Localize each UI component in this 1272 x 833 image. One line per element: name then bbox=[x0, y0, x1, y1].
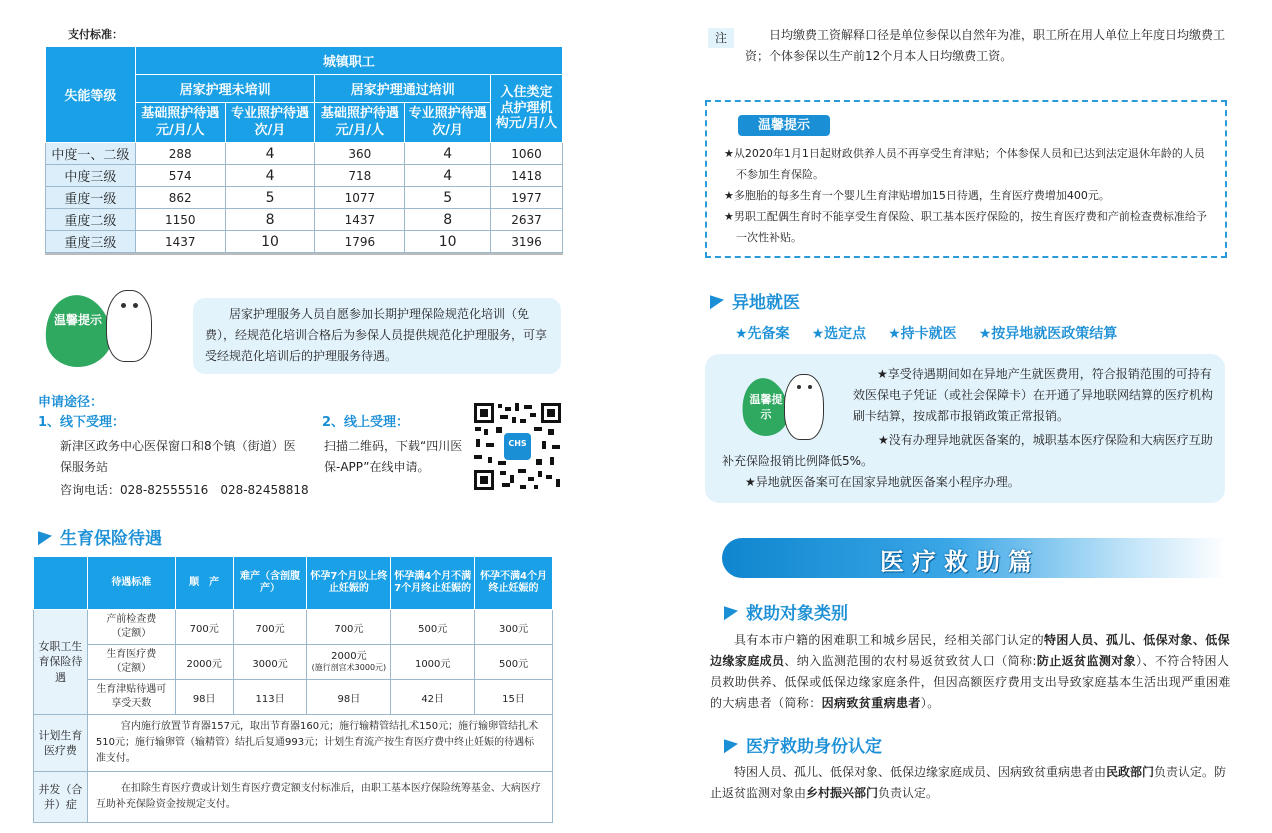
table-bottom-rule bbox=[45, 253, 563, 255]
remote-step: ★先备案 bbox=[735, 326, 790, 342]
pay-standard-label: 支付标准： bbox=[68, 28, 123, 41]
table-row: 生育津贴待遇可享受天数 98日 113日 98日 42日 15日 bbox=[34, 680, 553, 715]
list-item: ★男职工配偶生育时不能享受生育保险、职工基本医疗保险的，按生育医疗费和产前检查费标准给予一次性补贴。 bbox=[724, 210, 1207, 244]
th-untrained: 居家护理未培训 bbox=[135, 75, 315, 103]
remote-step: ★按异地就医政策结算 bbox=[978, 326, 1118, 342]
tip-badge-text: 温馨提示 bbox=[749, 393, 783, 421]
maternity-table: 待遇标准 顺 产 难产（含剖腹产） 怀孕7个月以上终止妊娠的 怀孕满4个月不满7个月终止妊娠的 怀孕不满4个月终止妊娠的 女职工生育保险待遇 产前检查费（定额） 700元 700元 700元 500元 300元 生育医疗费（定额） 2000元 3000元 2000元 (施行剖宫术3000元) 1000元 500元 生育津贴待遇可享受天数 98日 113日 98日 42日 15日 计划生育医疗费 宫内施行放置节育器157元，取出节育器160元；施行输精管结扎术150元；施行输卵管结扎术510元；施行输卵管（输精管）结扎后复通993元；计划生育流产按生育医疗费中终止妊娠的待遇标准支付。 并发（合并）症 在扣除生育医疗费或计划生育医疗费定额支付标准后，由职工基本医疗保险统筹基金、大病医疗互助补充保险资金按规定支付。 bbox=[33, 556, 553, 823]
arrow-icon bbox=[724, 736, 738, 752]
note-text: 日均缴费工资解释口径是单位参保以自然年为准，职工所在用人单位上年度日均缴费工资；个体参保以生产前12个月本人日均缴费工资。 bbox=[745, 28, 1226, 63]
tip-badge-text: 温馨提示 bbox=[54, 313, 103, 327]
remote-step: ★选定点 bbox=[811, 326, 867, 342]
th-trained: 居家护理通过培训 bbox=[315, 75, 491, 103]
th-pro-2: 专业照护待遇次/月 bbox=[405, 103, 491, 143]
note-tag: 注 bbox=[708, 28, 734, 48]
table-row: 中度一、二级 288 4 360 4 1060 bbox=[46, 143, 563, 165]
arrow-icon bbox=[724, 603, 738, 619]
warm-list bbox=[724, 143, 1214, 248]
ltc-benefit-table bbox=[45, 46, 563, 253]
apply-title: 申请途径： bbox=[38, 395, 104, 410]
table-row: 女职工生育保险待遇 产前检查费（定额） 700元 700元 700元 500元 300元 bbox=[34, 610, 553, 645]
online-title: 2、线上受理： bbox=[322, 415, 410, 430]
tip-bubble bbox=[193, 298, 561, 374]
tip-text: 居家护理服务人员自愿参加长期护理保险规范化培训（免费），经规范化培训合格后为参保人员提供规范化护理服务，可享受经规范化培训后的护理服务待遇。 bbox=[205, 307, 548, 363]
offline-text: 新津区政务中心医保窗口和8个镇（街道）医保服务站 bbox=[60, 439, 296, 474]
th-level: 失能等级 bbox=[46, 47, 136, 143]
online-text: 扫描二维码，下载“四川医保-APP”在线申请。 bbox=[324, 439, 463, 474]
table-row: 并发（合并）症 在扣除生育医疗费或计划生育医疗费定额支付标准后，由职工基本医疗保险统筹基金、大病医疗互助补充保险资金按规定支付。 bbox=[34, 772, 553, 823]
th-group: 城镇职工 bbox=[135, 47, 562, 75]
aid-banner-title: 医疗救助篇 bbox=[880, 548, 1040, 576]
remote-tip-3: ★异地就医备案可在国家异地就医备案小程序办理。 bbox=[745, 475, 1020, 489]
mascot-illustration bbox=[40, 290, 160, 370]
th-basic-1: 基础照护待遇元/月/人 bbox=[135, 103, 225, 143]
qr-code[interactable] bbox=[472, 401, 563, 492]
aid-id-title: 医疗救助身份认定 bbox=[724, 732, 882, 757]
remote-step: ★持卡就医 bbox=[888, 326, 957, 342]
phone-text: 咨询电话：028-82555516 028-82458818 bbox=[60, 483, 309, 497]
th-institution: 入住类定点护理机构元/月/人 bbox=[491, 75, 563, 143]
table-row: 中度三级 574 4 718 4 1418 bbox=[46, 165, 563, 187]
remote-title: 异地就医 bbox=[710, 288, 800, 313]
table-row: 重度三级 1437 10 1796 10 3196 bbox=[46, 231, 563, 253]
list-item: ★从2020年1月1日起财政供养人员不再享受生育津贴；个体参保人员和已达到法定退休年龄的人员不参加生育保险。 bbox=[724, 147, 1205, 181]
aid-target-title: 救助对象类别 bbox=[724, 599, 848, 624]
table-row: 计划生育医疗费 宫内施行放置节育器157元，取出节育器160元；施行输精管结扎术150元；施行输卵管结扎术510元；施行输卵管（输精管）结扎后复通993元；计划生育流产按生育医疗费中终止妊娠的待遇标准支付。 bbox=[34, 715, 553, 772]
table-row: 重度二级 1150 8 1437 8 2637 bbox=[46, 209, 563, 231]
mascot-body bbox=[106, 290, 152, 362]
arrow-icon bbox=[710, 292, 724, 308]
offline-title: 1、线下受理： bbox=[38, 415, 126, 430]
th-pro-1: 专业照护待遇次/月 bbox=[225, 103, 315, 143]
arrow-icon bbox=[38, 528, 52, 544]
aid-target-text: 具有本市户籍的困难职工和城乡居民，经相关部门认定的特困人员、孤儿、低保对象、低保边缘家庭成员、纳入监测范围的农村易返贫致贫人口（简称:防止返贫监测对象）、不符合特困人员救助供养、低保或低保边缘家庭条件，但因高额医疗费用支出导致家庭基本生活出现严重困难的大病患者（简称：因病致贫重病患者）。 bbox=[710, 633, 1231, 710]
warm-badge: 温馨提示 bbox=[738, 115, 830, 136]
remote-tip-2: ★没有办理异地就医备案的，城职基本医疗保险和大病医疗互助补充保险报销比例降低5%。 bbox=[722, 433, 1213, 468]
maternity-title: 生育保险待遇 bbox=[38, 524, 162, 549]
table-row: 重度一级 862 5 1077 5 1977 bbox=[46, 187, 563, 209]
aid-id-text: 特困人员、孤儿、低保对象、低保边缘家庭成员、因病致贫重病患者由民政部门负责认定。防止返贫监测对象由乡村振兴部门负责认定。 bbox=[710, 765, 1227, 800]
remote-tip-1: ★享受待遇期间如在异地产生就医费用，符合报销范围的可持有效医保电子凭证（或社会保障卡）在开通了异地联网结算的医疗机构刷卡结算，按成都市报销政策正常报销。 bbox=[853, 367, 1214, 423]
th-basic-2: 基础照护待遇元/月/人 bbox=[315, 103, 405, 143]
remote-steps bbox=[735, 323, 1215, 343]
qr-logo-text: CHS bbox=[508, 439, 527, 448]
table-row: 生育医疗费（定额） 2000元 3000元 2000元 (施行剖宫术3000元) 1000元 500元 bbox=[34, 645, 553, 680]
list-item: ★多胞胎的每多生育一个婴儿生育津贴增加15日待遇，生育医疗费增加400元。 bbox=[724, 189, 1110, 202]
leaf-shape bbox=[40, 291, 115, 371]
